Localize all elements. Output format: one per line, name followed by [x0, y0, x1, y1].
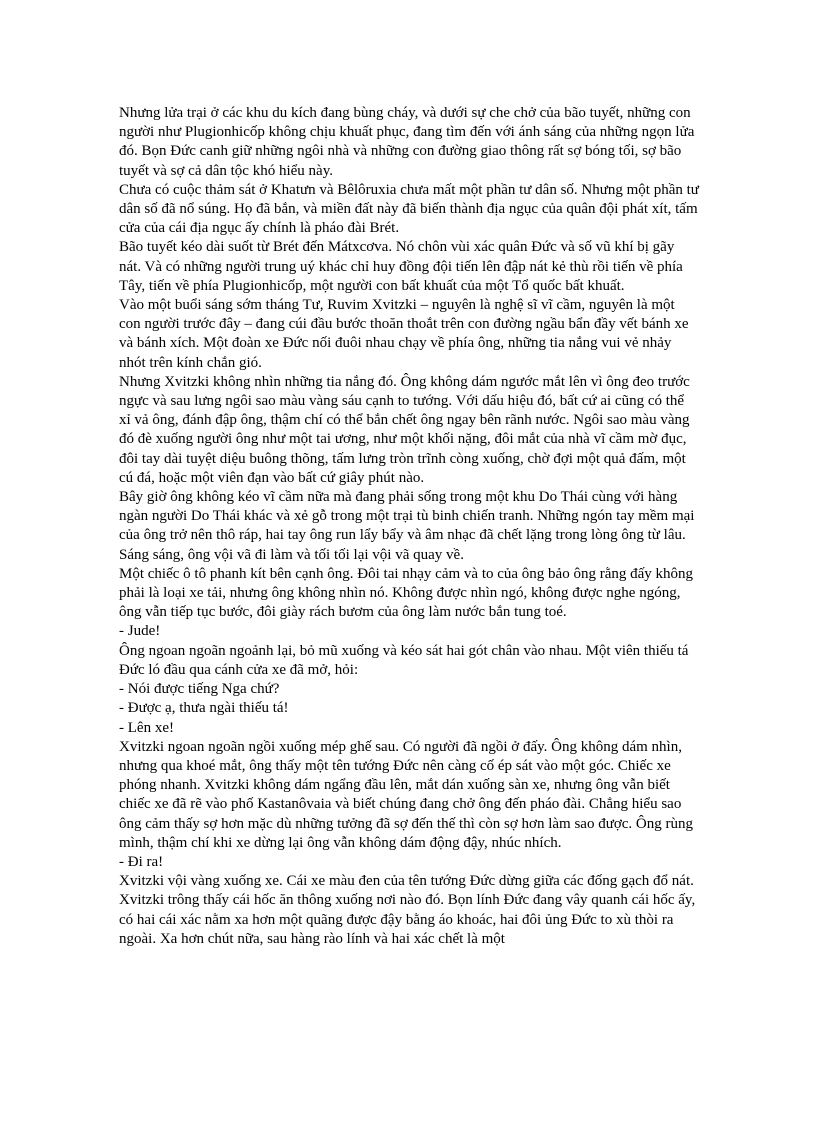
dialogue-line-2: - Nói được tiếng Nga chứ?: [119, 681, 280, 698]
paragraph-3: Bão tuyết kéo dài suốt từ Brét đến Mátxcơva. Nó chôn vùi xác quân Đức và số vũ khí bị gãy nát. Và có những người trung uý khác chỉ huy đồng đội tiến lên đập nát kẻ thù rồi tiến về phía Tây, tiến về phía Plugionhicốp, một người con bất khuất của một Tổ quốc bất khuất.: [119, 239, 683, 294]
paragraph-1: Nhưng lửa trại ở các khu du kích đang bùng cháy, và dưới sự che chở của bão tuyết, những con người như Plugionhicốp không chịu khuất phục, đang tìm đến với ánh sáng của những ngọn lửa đó. Bọn Đức canh giữ những ngôi nhà và những con đường giao thông rất sợ bóng tối, sợ bão tuyết và sợ cả dân tộc khó hiểu này.: [119, 105, 695, 179]
dialogue-line-3: - Được ạ, thưa ngài thiếu tá!: [119, 700, 289, 717]
paragraph-5: Nhưng Xvitzki không nhìn những tia nắng đó. Ông không dám ngước mắt lên vì ông đeo trước ngực và sau lưng ngôi sao màu vàng sáu cạnh to tướng. Với dấu hiệu đó, bất cứ ai cũng có thể xỉ vả ông, đánh đập ông, thậm chí có thể bắn chết ông ngay bên rãnh nước. Ngôi sao màu vàng đó đè xuống người ông như một tai ương, như một khối nặng, đôi mắt của nhà vĩ cầm mờ đục, đôi tay dài tuyệt diệu buông thõng, tấm lưng tròn trĩnh còng xuống, chờ đợi một quả đấm, một cú đá, hoặc một viên đạn vào bất cứ giây phút nào.: [119, 373, 690, 486]
paragraph-10: Xvitzki vội vàng xuống xe. Cái xe màu đen của tên tướng Đức dừng giữa các đống gạch đổ nát. Xvitzki trông thấy cái hốc ăn thông xuống nơi nào đó. Bọn lính Đức đang vây quanh cái hốc ấy, có hai cái xác nằm xa hơn một quãng được đậy bằng áo khoác, hai đôi ủng Đức to xù thòi ra ngoài. Xa hơn chút nữa, sau hàng rào lính và hai xác chết là một: [119, 873, 696, 947]
paragraph-2: Chưa có cuộc thảm sát ở Khatưn và Bêlôruxia chưa mất một phần tư dân số. Nhưng một phần tư dân số đã nổ súng. Họ đã bắn, và miền đất này đã biến thành địa ngục của quân đội phát xít, tấm cửa của cái địa ngục ấy chính là pháo đài Brét.: [119, 181, 699, 237]
paragraph-7: Một chiếc ô tô phanh kít bên cạnh ông. Đôi tai nhạy cảm và to của ông bảo ông rằng đấy không phải là loại xe tải, nhưng ông không nhìn nó. Không được nhìn ngó, không được nghe ngóng, ông vẫn tiếp tục bước, đôi giày rách bươm của ông làm nước bắn tung toé.: [119, 565, 694, 621]
dialogue-line-1: - Jude!: [119, 623, 161, 640]
dialogue-line-5: - Đi ra!: [119, 853, 164, 870]
paragraph-4: Vào một buổi sáng sớm tháng Tư, Ruvim Xvitzki – nguyên là nghệ sĩ vĩ cầm, nguyên là một con người trước đây – đang cúi đầu bước thoăn thoắt trên con đường ngầu bẩn đầy vết bánh xe và bánh xích. Một đoàn xe Đức nối đuôi nhau chạy về phía ông, những tia nắng vui vẻ nhảy nhót trên kính chắn gió.: [119, 297, 689, 371]
paragraph-8: Ông ngoan ngoãn ngoảnh lại, bỏ mũ xuống và kéo sát hai gót chân vào nhau. Một viên thiếu tá Đức ló đầu qua cánh cửa xe đã mở, hỏi:: [119, 642, 689, 678]
dialogue-line-4: - Lên xe!: [119, 719, 174, 736]
paragraph-6: Bây giờ ông không kéo vĩ cầm nữa mà đang phải sống trong một khu Do Thái cùng với hàng ngàn người Do Thái khác và xẻ gỗ trong một trại tù binh chiến tranh. Những ngón tay mềm mại của ông trở nên thô ráp, hai tay ông run lẩy bẩy và âm nhạc đã chết lặng trong lòng ông từ lâu. Sáng sáng, ông vội vã đi làm và tối tối lại vội vã quay về.: [119, 489, 695, 563]
paragraph-9: Xvitzki ngoan ngoãn ngồi xuống mép ghế sau. Có người đã ngồi ở đấy. Ông không dám nhìn, nhưng qua khoé mắt, ông thấy một tên tướng Đức nên càng cố ép sát vào một góc. Chiếc xe phóng nhanh. Xvitzki không dám ngẩng đầu lên, mắt dán xuống sàn xe, nhưng ông vẫn biết chiếc xe đã rẽ vào phố Kastanôvaia và biết chúng đang chở ông đến pháo đài. Chẳng hiểu sao ông cảm thấy sợ hơn mặc dù những tưởng đã sợ đến thế thì còn sợ hơn làm sao được. Ông rùng mình, thậm chí khi xe dừng lại ông vẫn không dám động đậy, nhúc nhích.: [119, 738, 693, 851]
document-page: [119, 104, 699, 949]
